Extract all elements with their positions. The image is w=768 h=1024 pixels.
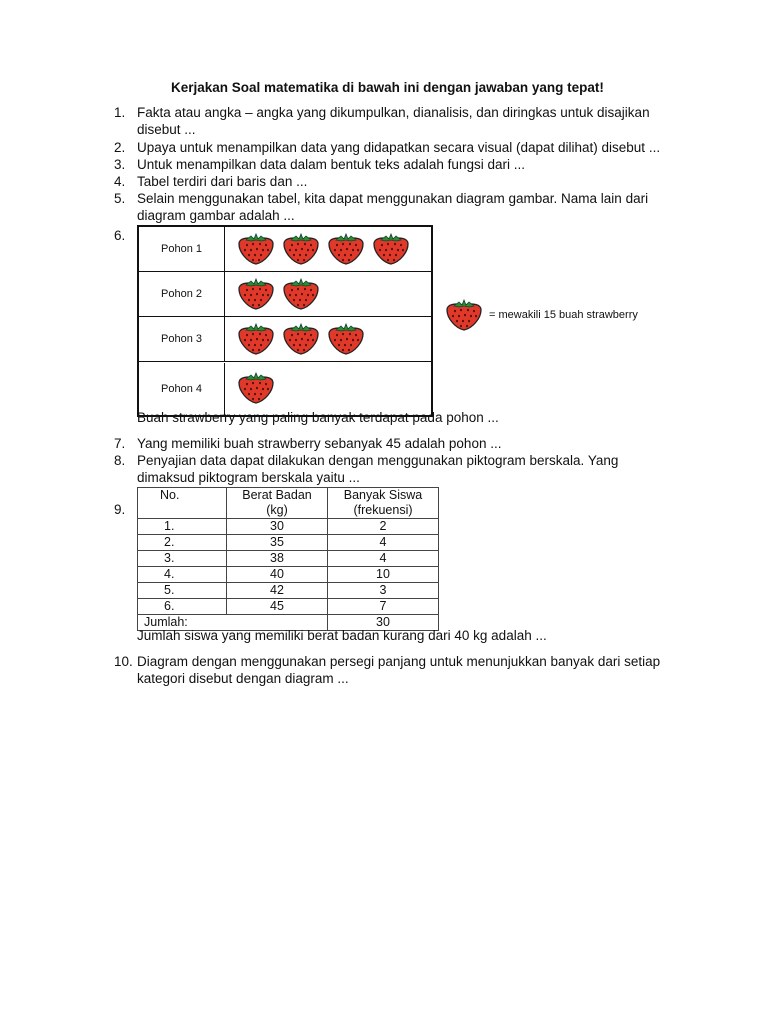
pictograph-row-label: Pohon 4: [139, 363, 225, 415]
table-total-value: 30: [328, 615, 439, 631]
question-text: Selain menggunakan tabel, kita dapat menggunakan diagram gambar. Nama lain dari diagram gambar adalah ...: [137, 191, 649, 223]
pictograph-icons: [235, 371, 277, 407]
pictograph-row: [139, 272, 431, 317]
strawberry-icon: [443, 298, 485, 332]
strawberry-icon: [325, 322, 367, 356]
question-number: 9.: [114, 502, 126, 517]
pictograph-row: [139, 227, 431, 272]
table-header-row: [138, 488, 439, 519]
pictograph-legend: [443, 298, 638, 332]
table-total-label: Jumlah:: [138, 615, 328, 631]
legend-text: = mewakili 15 buah strawberry: [489, 309, 638, 321]
strawberry-icon: [370, 232, 412, 266]
strawberry-icon: [280, 232, 322, 266]
question-text: Untuk menampilkan data dalam bentuk teks adalah fungsi dari ...: [137, 157, 525, 172]
strawberry-icon: [235, 322, 277, 356]
question-number: 2.: [114, 140, 126, 155]
table-row: 4. 40 10: [138, 567, 439, 583]
question-number: 1.: [114, 105, 126, 120]
question-text: Upaya untuk menampilkan data yang didapatkan secara visual (dapat dilihat) disebut ...: [137, 140, 661, 155]
question-number: 8.: [114, 453, 126, 468]
table-row: 5. 42 3: [138, 583, 439, 599]
question-number: 7.: [114, 436, 126, 451]
table-row: 1. 30 2: [138, 519, 439, 535]
strawberry-pictograph: [137, 225, 433, 417]
question-text: Fakta atau angka – angka yang dikumpulkan, dianalisis, dan diringkas untuk disajikan disebut ...: [137, 105, 650, 137]
pictograph-icons: [235, 232, 412, 268]
pictograph-row-label: Pohon 2: [139, 272, 225, 316]
table-header-no: No.: [138, 488, 227, 519]
pictograph-row: [139, 317, 431, 362]
question-text: Yang memiliki buah strawberry sebanyak 45 adalah pohon ...: [137, 436, 502, 451]
question-text: Buah strawberry yang paling banyak terdapat pada pohon ...: [137, 410, 499, 425]
question-text: Jumlah siswa yang memiliki berat badan kurang dari 40 kg adalah ...: [137, 628, 547, 643]
pictograph-row-label: Pohon 3: [139, 317, 225, 361]
table-row: 6. 45 7: [138, 599, 439, 615]
pictograph-row: [139, 363, 431, 415]
table-row: 2. 35 4: [138, 535, 439, 551]
table-row: 3. 38 4: [138, 551, 439, 567]
strawberry-icon: [235, 232, 277, 266]
strawberry-icon: [280, 277, 322, 311]
table-header-weight: Berat Badan (kg): [227, 488, 328, 519]
strawberry-icon: [235, 371, 277, 405]
pictograph-icons: [235, 277, 322, 313]
strawberry-icon: [280, 322, 322, 356]
question-number: 6.: [114, 228, 126, 243]
weight-frequency-table: [137, 487, 439, 631]
strawberry-icon: [443, 298, 485, 332]
worksheet-title: Kerjakan Soal matematika di bawah ini dengan jawaban yang tepat!: [171, 80, 604, 95]
pictograph-row-label: Pohon 1: [139, 227, 225, 271]
question-number: 3.: [114, 157, 126, 172]
question-text: Tabel terdiri dari baris dan ...: [137, 174, 308, 189]
strawberry-icon: [325, 232, 367, 266]
strawberry-icon: [235, 277, 277, 311]
question-number: 4.: [114, 174, 126, 189]
question-text: Diagram dengan menggunakan persegi panjang untuk menunjukkan banyak dari setiap kategori disebut dengan diagram ...: [137, 654, 661, 686]
pictograph-icons: [235, 322, 367, 358]
question-number: 10.: [114, 654, 133, 669]
question-text: Penyajian data dapat dilakukan dengan menggunakan piktogram berskala. Yang dimaksud piktogram berskala yaitu ...: [137, 453, 619, 485]
question-number: 5.: [114, 191, 126, 206]
table-header-frequency: Banyak Siswa (frekuensi): [328, 488, 439, 519]
